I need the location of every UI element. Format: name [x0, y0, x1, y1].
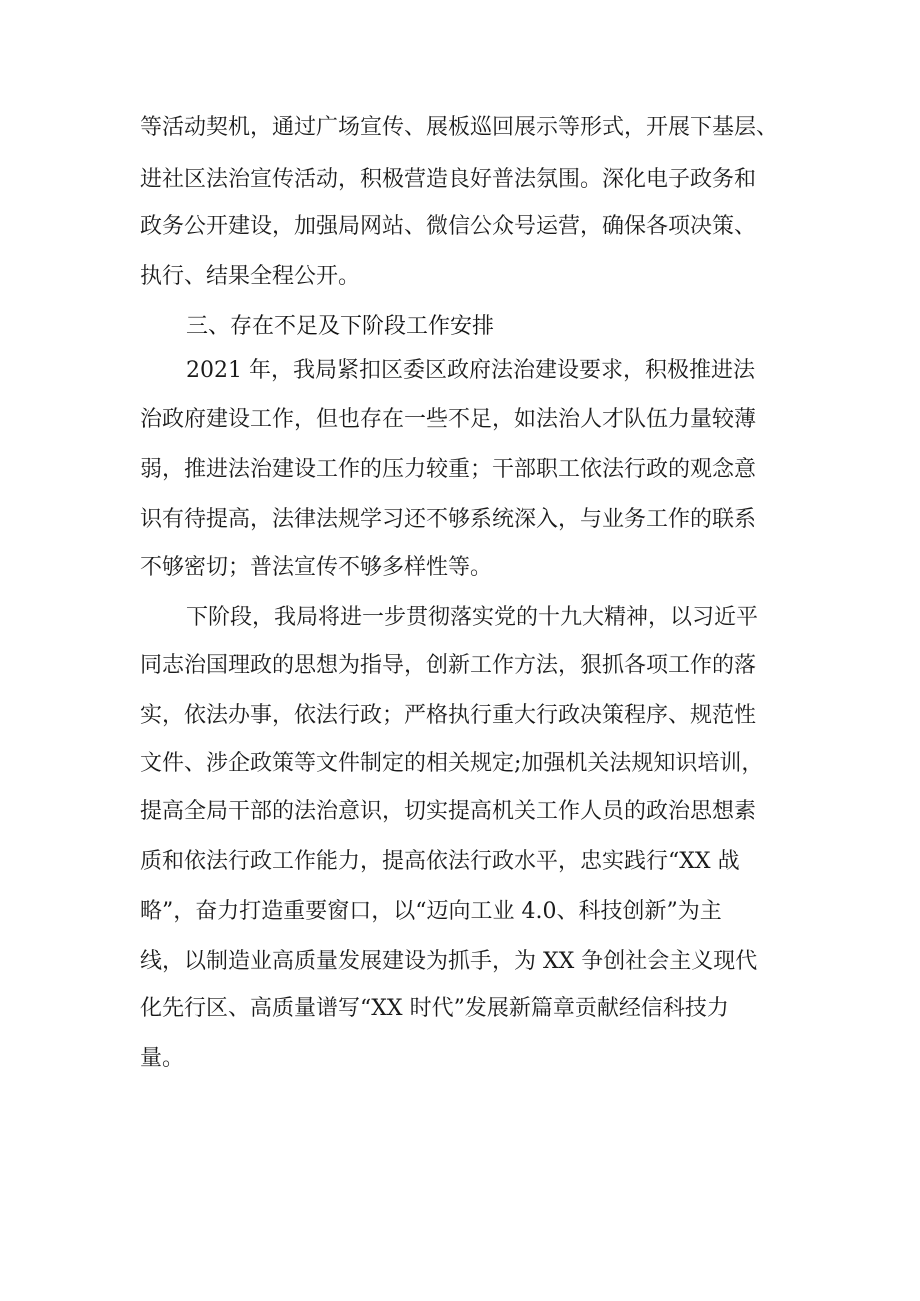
paragraph-1-line-2: 治政府建设工作，但也存在一些不足，如法治人才队伍力量较薄 — [140, 407, 757, 432]
intro-line-4: 执行、结果全程公开。 — [140, 264, 361, 289]
paragraph-1-line-4: 识有待提高，法律法规学习还不够系统深入，与业务工作的联系 — [140, 507, 757, 532]
paragraph-2-line-2: 同志治国理政的思想为指导，创新工作方法，狠抓各项工作的落 — [140, 653, 757, 678]
paragraph-2-line-9: 化先行区、高质量谱写“XX 时代”发展新篇章贡献经信科技力 — [140, 996, 729, 1021]
paragraph-2-line-7: 略”，奋力打造重要窗口，以“迈向工业 4.0、科技创新”为主 — [140, 899, 722, 924]
paragraph-2-line-6: 质和依法行政工作能力，提高依法行政水平，忠实践行“XX 战 — [140, 849, 740, 874]
paragraph-2-line-3: 实，依法办事，依法行政；严格执行重大行政决策程序、规范性 — [140, 703, 757, 728]
paragraph-1-line-5: 不够密切；普法宣传不够多样性等。 — [140, 555, 493, 580]
intro-line-1: 等活动契机，通过广场宣传、展板巡回展示等形式，开展下基层、 — [140, 115, 779, 140]
intro-line-3: 政务公开建设，加强局网站、微信公众号运营，确保各项决策、 — [140, 214, 757, 239]
intro-line-2: 进社区法治宣传活动，积极营造良好普法氛围。深化电子政务和 — [140, 167, 757, 192]
paragraph-2-line-1: 下阶段，我局将进一步贯彻落实党的十九大精神，以习近平 — [186, 605, 759, 630]
section-heading-3: 三、存在不足及下阶段工作安排 — [186, 314, 495, 339]
paragraph-1-line-3: 弱，推进法治建设工作的压力较重；干部职工依法行政的观念意 — [140, 457, 757, 482]
paragraph-2-line-8: 线，以制造业高质量发展建设为抓手，为 XX 争创社会主义现代 — [140, 949, 758, 974]
paragraph-2-line-5: 提高全局干部的法治意识，切实提高机关工作人员的政治思想素 — [140, 799, 757, 824]
paragraph-2-line-4: 文件、涉企政策等文件制定的相关规定;加强机关法规知识培训， — [140, 751, 764, 776]
paragraph-2-line-10: 量。 — [140, 1046, 185, 1071]
paragraph-1-line-1: 2021 年，我局紧扣区委区政府法治建设要求，积极推进法 — [186, 358, 755, 383]
